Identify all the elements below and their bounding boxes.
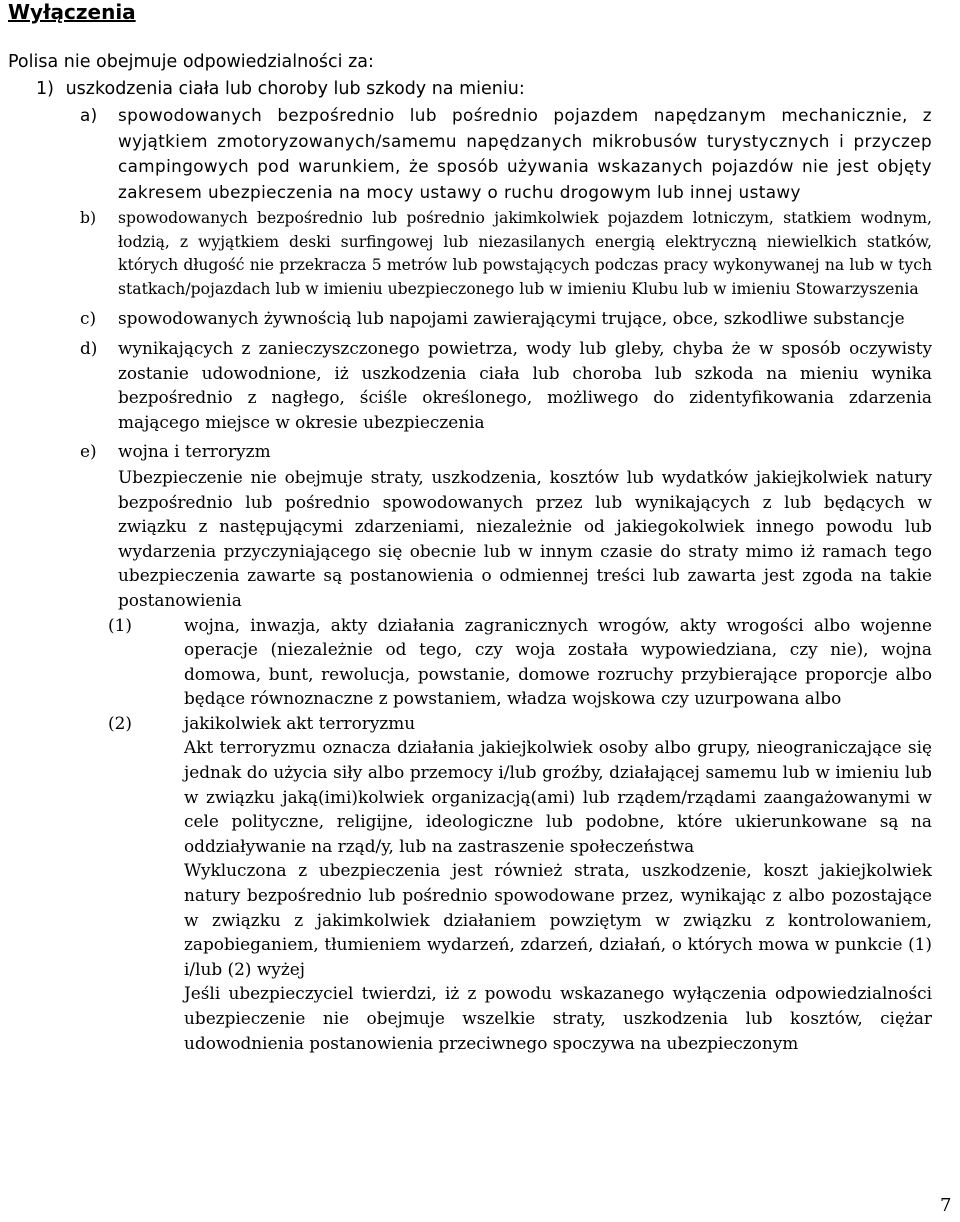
subitem-2-burden-of-proof: Jeśli ubezpieczyciel twierdzi, iż z powodu wskazanego wyłączenia odpowiedzialności ubezpieczenie nie obejmuje wszelkie straty, uszkodzenia lub kosztów, ciężar udowodnienia postanowienia przeciwnego spoczywa na ubezpieczonym: [184, 983, 932, 1053]
item-a-text: spowodowanych bezpośrednio lub pośrednio pojazdem napędzanym mechanicznie, z wyjątkiem zmotoryzowanych/samemu napędzanych mikrobusów turystycznych i przyczep campingowych pod warunkiem, że sposób używania wskazanych pojazdów nie jest objęty zakresem ubezpieczenia na mocy ustawy o ruchu drogowym lub innej ustawy: [118, 105, 932, 202]
section-title: Wyłączenia: [8, 0, 136, 24]
page-number: 7: [940, 1195, 952, 1216]
item-c: [8, 306, 932, 331]
subitem-1-paragraph: wojna, inwazja, akty działania zagranicznych wrogów, akty wrogości albo wojenne operacje (niezależnie od tego, czy woja została wypowiedziana, czy nie), wojna domowa, bunt, rewolucja, powstanie, domowe rozruchy przybierające proporcje albo będące równoznaczne z powstaniem, władza wojskowa czy uzurpowana albo: [184, 614, 932, 709]
section-1-number: 1): [36, 79, 54, 99]
item-e-heading: wojna i terroryzm: [118, 441, 271, 462]
subitem-2-heading: jakikolwiek akt terroryzmu: [184, 712, 416, 733]
item-c-text: spowodowanych żywnością lub napojami zawierającymi trujące, obce, szkodliwe substancje: [118, 308, 905, 329]
item-c-label: c): [80, 308, 97, 329]
item-d-text: wynikających z zanieczyszczonego powietrza, wody lub gleby, chyba że w sposób oczywisty zostanie udowodnione, iż uszkodzenia ciała lub choroba lub szkoda na mieniu wynika bezpośrednio z nagłego, ściśle określonego, możliwego do zidentyfikowania zdarzenia mającego miejsce w okresie ubezpieczenia: [118, 337, 932, 432]
item-b-label: b): [80, 209, 97, 228]
item-d: [8, 336, 932, 434]
item-e: [8, 439, 932, 1055]
subitem-2-definition: Akt terroryzmu oznacza działania jakiejkolwiek osoby albo grupy, nieograniczające się jednak do użycia siły albo przemocy i/lub groźby, działającej samemu lub w imieniu lub w związku jaką(imi)kolwiek organizacją(ami) lub rządem/rządami zaangażowanymi w cele polityczne, religijne, ideologiczne lub podobne, które ukierunkowane są na oddziaływanie na rząd/y, lub na zastraszenie społeczeństwa: [184, 737, 932, 856]
subitem-1-label: (1): [108, 614, 132, 635]
item-b-text: spowodowanych bezpośrednio lub pośrednio jakimkolwiek pojazdem lotniczym, statkiem wodnym, łodzią, z wyjątkiem deski surfingowej lub niezasilanych energią elektryczną niewielkich statków, których długość nie przekracza 5 metrów lub powstających podczas pracy wykonywanej na lub w tych statkach/pojazdach lub w imieniu ubezpieczonego lub w imieniu Klubu lub w imieniu Stowarzyszenia: [118, 209, 932, 298]
subitem-2-exclusion: Wykluczona z ubezpieczenia jest również strata, uszkodzenie, koszt jakiejkolwiek natury bezpośrednio lub pośrednio spowodowane przez, wynikając z albo pozostające w związku z jakimkolwiek działaniem powziętym w związku z kontrolowaniem, zapobieganiem, tłumieniem wydarzeń, zdarzeń, działań, o których mowa w punkcie (1) i/lub (2) wyżej: [184, 860, 932, 979]
document-page: [8, 0, 932, 1055]
item-d-label: d): [80, 337, 98, 358]
item-a: [8, 103, 932, 205]
section-1-heading: [36, 77, 932, 101]
subitem-2: [8, 711, 932, 1055]
intro-text: Polisa nie obejmuje odpowiedzialności za:: [8, 52, 374, 72]
item-b: [8, 207, 932, 301]
subitem-1: [8, 613, 932, 711]
item-a-label: a): [80, 105, 98, 125]
section-1-text: uszkodzenia ciała lub choroby lub szkody na mieniu:: [65, 79, 525, 99]
item-e-body: Ubezpieczenie nie obejmuje straty, uszkodzenia, kosztów lub wydatków jakiejkolwiek natury bezpośrednio lub pośrednio spowodowanych przez lub wynikających z lub będących w związku z następującymi zdarzeniami, niezależnie od jakiegokolwiek innego powodu lub wydarzenia przyczyniającego się obecnie lub w innym czasie do straty mimo iż ramach tego ubezpieczenia zawarte są postanowienia o odmiennej treści lub zawarta jest zgoda na takie postanowienia: [118, 466, 932, 610]
item-e-label: e): [80, 441, 97, 462]
subitem-2-label: (2): [108, 712, 132, 733]
